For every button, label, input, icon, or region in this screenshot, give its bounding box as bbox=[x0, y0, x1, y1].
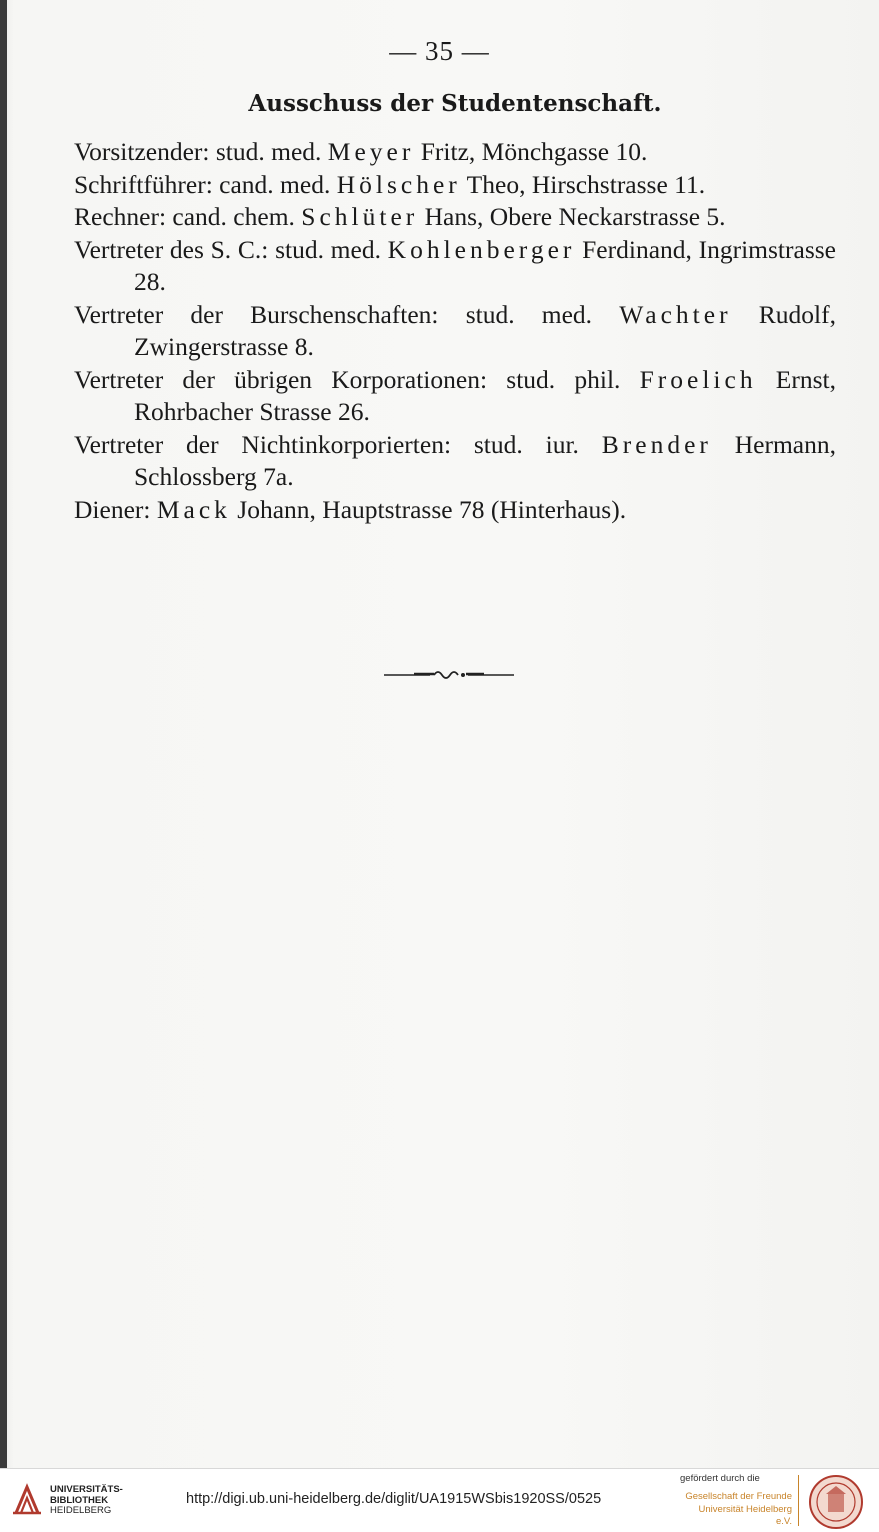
list-item bbox=[74, 169, 836, 202]
library-name[interactable] bbox=[50, 1485, 123, 1517]
entry-status: stud. iur. bbox=[451, 429, 602, 459]
entry-details: Rudolf, Zwingerstrasse 8. bbox=[134, 299, 836, 361]
entry-surname: Mack bbox=[156, 494, 231, 524]
viewer-footer bbox=[0, 1468, 879, 1532]
entry-details: Fritz, Mönchgasse 10. bbox=[414, 137, 648, 166]
university-seal-icon[interactable] bbox=[808, 1474, 864, 1530]
entry-details: Johann, Hauptstrasse 78 (Hinterhaus). bbox=[230, 494, 627, 524]
footer-divider bbox=[798, 1475, 799, 1526]
entry-details: Ferdinand, Ingrimstrasse 28. bbox=[134, 234, 836, 296]
list-item bbox=[74, 234, 836, 299]
entry-status: cand. med. bbox=[212, 169, 337, 199]
entry-role: Vertreter des S. C.: bbox=[74, 234, 269, 264]
sponsor-name-line2: Universität Heidelberg e.V. bbox=[698, 1503, 792, 1527]
entry-details: Hermann, Schlossberg 7a. bbox=[134, 429, 836, 491]
entry-details: Ernst, Rohrbacher Strasse 26. bbox=[134, 364, 837, 426]
entry-surname: Hölscher bbox=[336, 169, 461, 199]
library-name-line1: UNIVERSITÄTS- bbox=[50, 1484, 123, 1495]
ornament-divider-icon bbox=[384, 666, 514, 682]
entry-surname: Brender bbox=[601, 429, 712, 459]
entry-surname: Kohlenberger bbox=[387, 234, 576, 264]
entry-status: stud. med. bbox=[438, 299, 620, 329]
entry-details: Hans, Obere Neckarstrasse 5. bbox=[418, 202, 726, 231]
entry-surname: Wachter bbox=[619, 299, 732, 329]
entry-role: Vertreter der übrigen Korporationen: bbox=[74, 364, 488, 394]
entry-status: stud. med. bbox=[209, 137, 328, 166]
entry-status: cand. chem. bbox=[166, 202, 302, 231]
page-spine-shadow bbox=[0, 0, 7, 1468]
sponsor-label: gefördert durch die bbox=[680, 1473, 760, 1484]
entry-role: Schriftführer: bbox=[74, 169, 213, 199]
entry-role: Vorsitzender: bbox=[74, 137, 210, 166]
list-item bbox=[74, 494, 836, 527]
university-library-logo-icon[interactable] bbox=[10, 1483, 44, 1517]
entry-role: Rechner: bbox=[74, 202, 167, 231]
entry-surname: Schlüter bbox=[301, 202, 419, 231]
sponsor-name-line1: Gesellschaft der Freunde bbox=[685, 1491, 792, 1502]
entry-role: Vertreter der Burschenschaften: bbox=[74, 299, 439, 329]
page-title: Ausschuss der Studentenschaft. bbox=[248, 90, 662, 117]
entry-role: Vertreter der Nichtinkorporierten: bbox=[74, 429, 452, 459]
sponsor-name[interactable] bbox=[680, 1491, 792, 1529]
entry-role: Diener: bbox=[74, 494, 151, 524]
entry-surname: Meyer bbox=[327, 137, 415, 166]
permalink-url[interactable]: http://digi.ub.uni-heidelberg.de/diglit/UA1915WSbis1920SS/0525 bbox=[186, 1491, 602, 1507]
list-item bbox=[74, 136, 836, 169]
entry-surname: Froelich bbox=[639, 364, 757, 394]
entry-details: Theo, Hirschstrasse 11. bbox=[460, 169, 706, 199]
list-item bbox=[74, 299, 836, 364]
entry-status: stud. med. bbox=[268, 234, 388, 264]
list-item bbox=[74, 364, 836, 429]
entry-status: stud. phil. bbox=[487, 364, 640, 394]
committee-list bbox=[74, 136, 836, 526]
library-name-line3: HEIDELBERG bbox=[50, 1505, 112, 1516]
list-item bbox=[74, 201, 836, 234]
list-item bbox=[74, 429, 836, 494]
page-number: — 35 — bbox=[389, 36, 490, 66]
library-name-line2: BIBLIOTHEK bbox=[50, 1494, 109, 1506]
